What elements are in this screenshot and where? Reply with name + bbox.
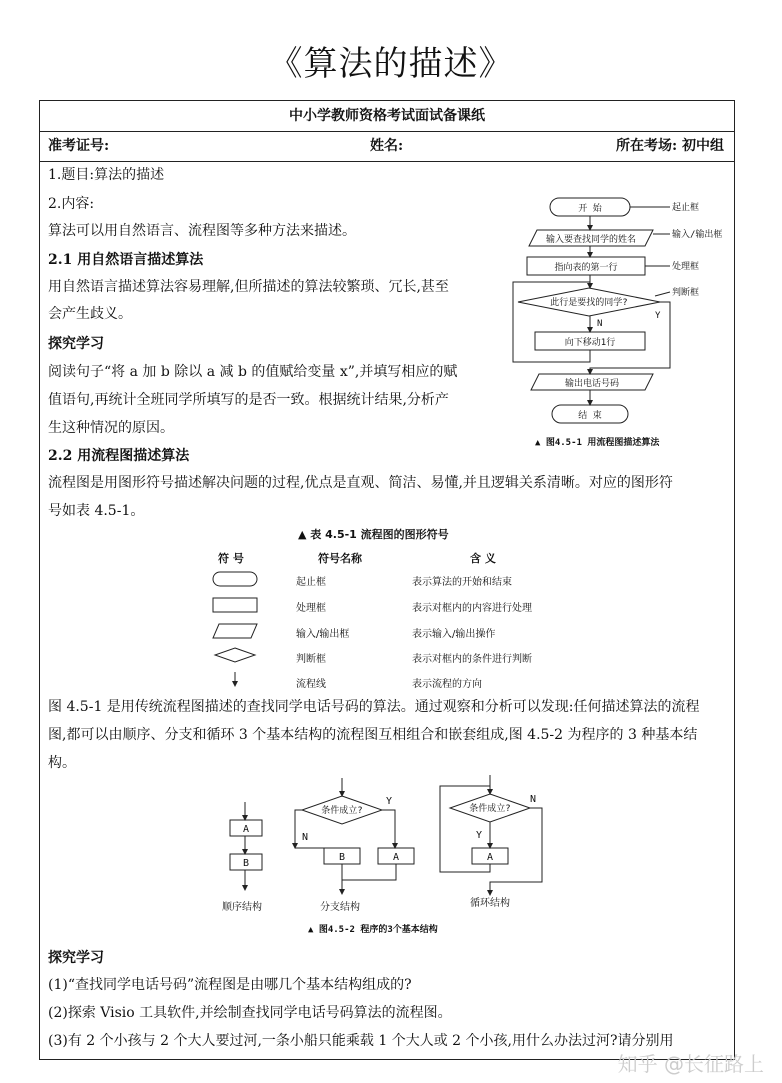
venue-label: 所在考场: 初中组 xyxy=(615,138,724,154)
branch-a-text: A xyxy=(392,852,400,863)
process-symbol xyxy=(213,598,257,612)
loop-a-text: A xyxy=(486,852,494,863)
decision-text: 此行是要找的同学? xyxy=(550,298,628,308)
table-row-meaning: 表示对框内的内容进行处理 xyxy=(412,603,532,614)
question-2: (2)探索 Visio 工具软件,并绘制查找同学电话号码算法的流程图。 xyxy=(48,1005,452,1021)
table-row-meaning: 表示算法的开始和结束 xyxy=(412,577,512,588)
col-meaning-header: 含 义 xyxy=(470,552,496,565)
label-io-frame: 输入/输出框 xyxy=(672,230,723,240)
table-row-name: 处理框 xyxy=(296,603,326,614)
table-row-name: 起止框 xyxy=(296,577,326,588)
explore-1-line3: 生这种情况的原因。 xyxy=(48,420,174,436)
label-start-frame: 起止框 xyxy=(672,203,700,213)
yes-label: Y xyxy=(655,311,661,321)
branch-yes-label: Y xyxy=(386,796,393,807)
section-2-1-line2: 会产生歧义。 xyxy=(48,306,132,322)
branch-cond-text: 条件成立? xyxy=(321,806,363,816)
table-row-name: 判断框 xyxy=(296,654,326,665)
branch-label: 分支结构 xyxy=(320,902,360,913)
table-row-meaning: 表示输入/输出操作 xyxy=(412,629,496,640)
loop-cond-text: 条件成立? xyxy=(469,804,511,814)
paragraph-structures-line2: 图,都可以由顺序、分支和循环 3 个基本结构的流程图互相组合和嵌套组成,图 4.5-2 为程序的 3 种基本结 xyxy=(48,727,698,743)
input-text: 输入要查找同学的姓名 xyxy=(545,235,637,245)
question-1: (1)“查找同学电话号码”流程图是由哪几个基本结构组成的? xyxy=(48,977,412,993)
page-title: 《算法的描述》 xyxy=(268,44,514,84)
explore-1-title: 探究学习 xyxy=(48,336,104,352)
end-text: 结 束 xyxy=(578,411,602,421)
question-3: (3)有 2 个小孩与 2 个大人要过河,一条小船只能乘载 1 个大人或 2 个小孩,用什么办法过河?请分别用 xyxy=(48,1033,674,1049)
seq-a-text: A xyxy=(242,824,250,835)
figure-4-5-2-structures xyxy=(200,770,570,938)
seq-b-text: B xyxy=(242,858,250,869)
candidate-info-row xyxy=(40,131,734,162)
label-decision-frame: 判断框 xyxy=(672,288,700,298)
section-2-1-title: 2.1 用自然语言描述算法 xyxy=(48,252,204,268)
no-label: N xyxy=(597,319,603,329)
name-label: 姓名: xyxy=(370,138,404,154)
sequence-label: 顺序结构 xyxy=(222,902,262,913)
table-row-name: 输入/输出框 xyxy=(296,629,350,640)
section-2-2-line2: 号如表 4.5-1。 xyxy=(48,503,145,519)
start-text: 开 始 xyxy=(578,204,602,214)
io-symbol xyxy=(213,624,257,638)
move-text: 向下移动1行 xyxy=(564,338,616,348)
loop-yes-label: Y xyxy=(476,830,483,841)
label-process-frame: 处理框 xyxy=(672,262,700,272)
form-title: 中小学教师资格考试面试备课纸 xyxy=(40,101,734,132)
table-row-meaning: 表示流程的方向 xyxy=(412,679,482,690)
section-2-2-title: 2.2 用流程图描述算法 xyxy=(48,448,190,464)
figure-4-5-1-flowchart xyxy=(505,192,735,454)
intro-text: 算法可以用自然语言、流程图等多种方法来描述。 xyxy=(48,223,356,239)
branch-b-text: B xyxy=(338,852,346,863)
decision-symbol xyxy=(215,648,255,662)
col-symbol-header: 符 号 xyxy=(218,552,244,565)
table-row-name: 流程线 xyxy=(296,679,326,690)
exam-id-label: 准考证号: xyxy=(48,138,110,154)
terminal-symbol xyxy=(213,572,257,586)
explore-1-line2: 值语句,再统计全班同学所填写的是否一致。根据统计结果,分析产 xyxy=(48,392,449,408)
explore-2-title: 探究学习 xyxy=(48,950,104,966)
item-content: 2.内容: xyxy=(48,196,95,212)
paragraph-structures-line3: 构。 xyxy=(48,755,76,771)
section-2-1-line1: 用自然语言描述算法容易理解,但所描述的算法较繁琐、冗长,甚至 xyxy=(48,279,449,295)
point-text: 指向表的第一行 xyxy=(554,263,618,273)
output-text: 输出电话号码 xyxy=(564,379,620,389)
table-4-5-1-caption: ▲ 表 4.5-1 流程图的图形符号 xyxy=(298,528,449,541)
table-row-meaning: 表示对框内的条件进行判断 xyxy=(412,654,532,665)
col-name-header: 符号名称 xyxy=(318,552,362,565)
item-topic: 1.题目:算法的描述 xyxy=(48,167,165,183)
section-2-2-line1: 流程图是用图形符号描述解决问题的过程,优点是直观、简洁、易懂,并且逻辑关系清晰。对应的图形符 xyxy=(48,475,673,491)
figure-4-5-1-caption: ▲ 图4.5-1 用流程图描述算法 xyxy=(535,438,660,448)
table-symbol-shapes xyxy=(205,568,265,693)
explore-1-line1: 阅读句子“将 a 加 b 除以 a 减 b 的值赋给变量 x”,并填写相应的赋 xyxy=(48,364,458,380)
figure-4-5-2-caption: ▲ 图4.5-2 程序的3个基本结构 xyxy=(308,925,438,935)
paragraph-structures-line1: 图 4.5-1 是用传统流程图描述的查找同学电话号码的算法。通过观察和分析可以发现:任何描述算法的流程 xyxy=(48,699,700,715)
zhihu-watermark: 知乎 @长征路上 xyxy=(617,1052,764,1076)
loop-label: 循环结构 xyxy=(470,898,510,909)
branch-no-label: N xyxy=(302,832,309,843)
loop-no-label: N xyxy=(530,794,537,805)
